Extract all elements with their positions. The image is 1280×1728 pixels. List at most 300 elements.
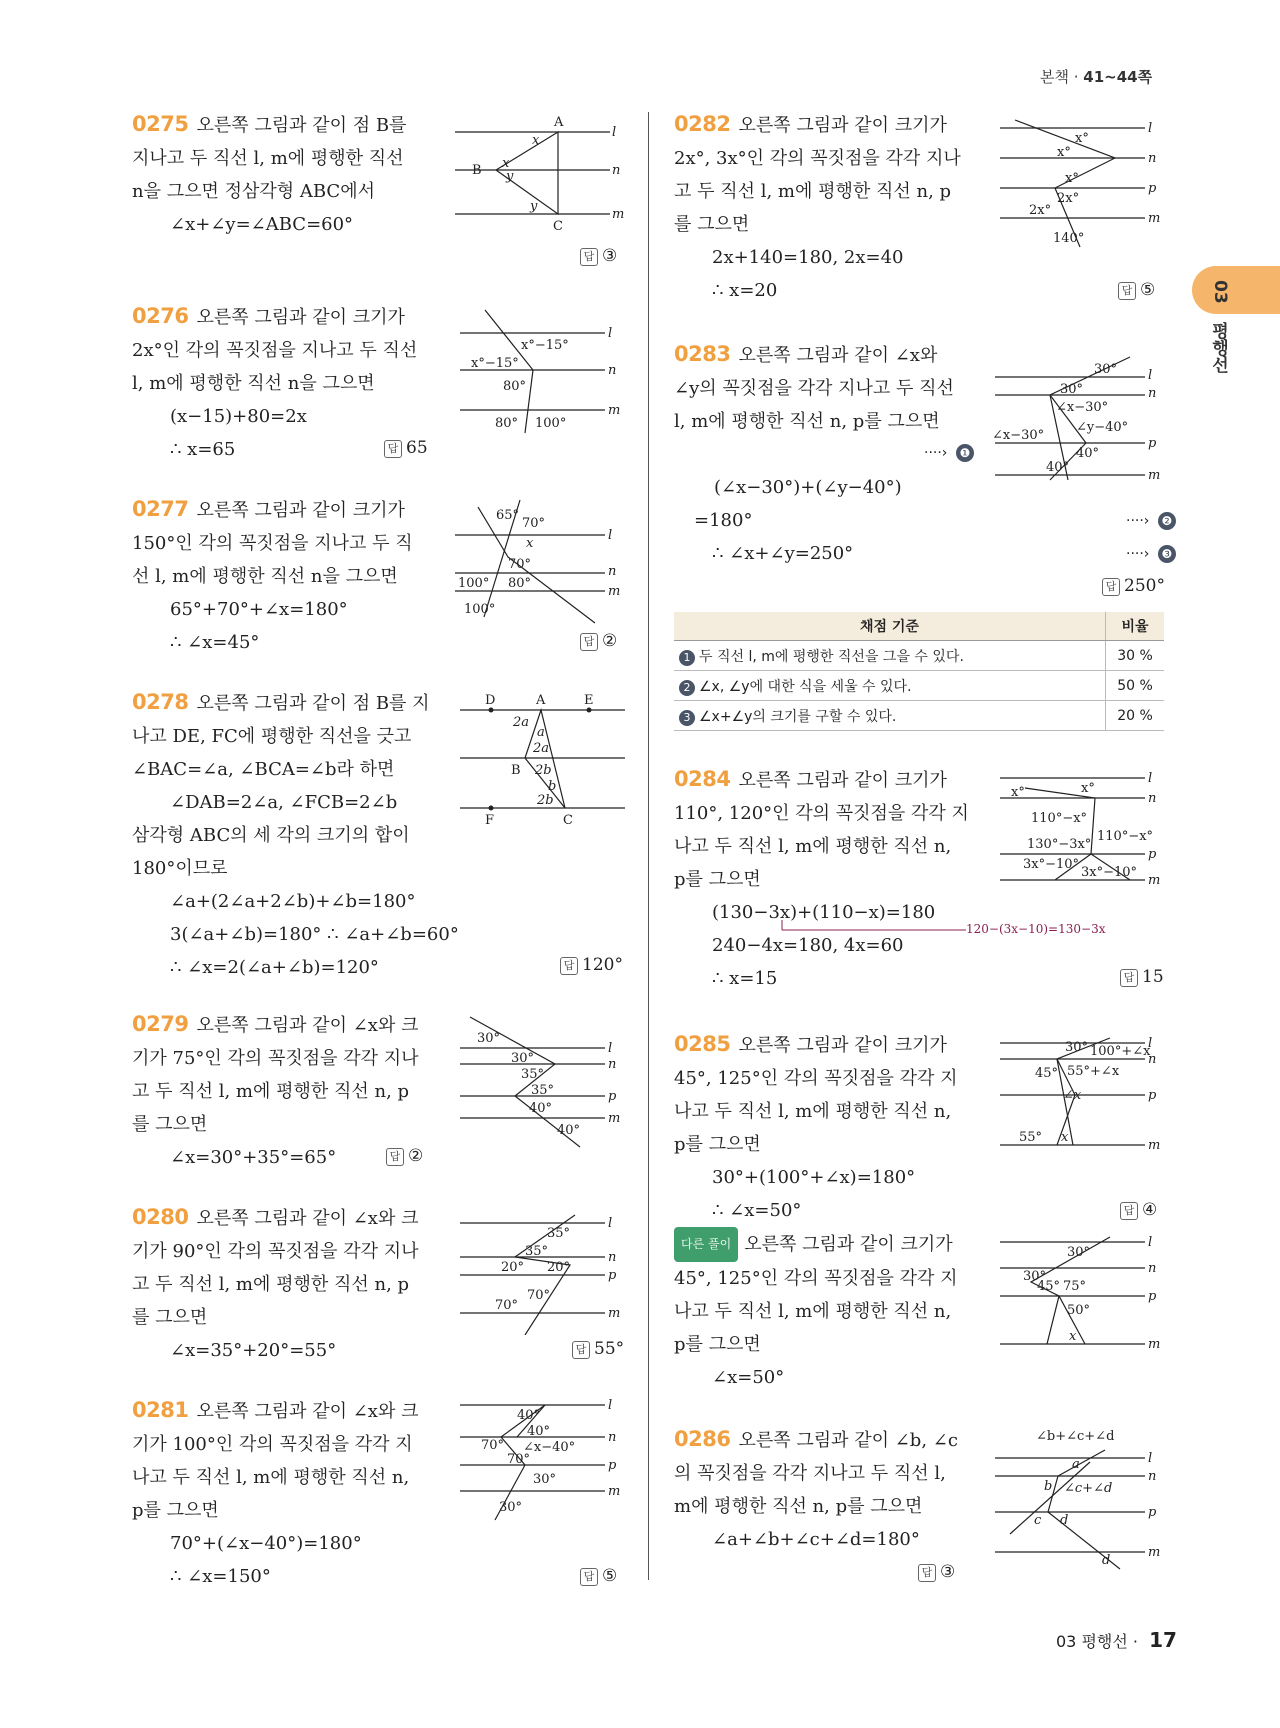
label-l: l xyxy=(1148,1451,1153,1466)
annotation-note: 120−(3x−10)=130−3x xyxy=(966,922,1106,936)
label-p: p xyxy=(608,1089,617,1104)
label-angle: 100° xyxy=(458,576,490,591)
text-line: 오른쪽 그림과 같이 크기가 xyxy=(196,307,405,328)
problem-0285 xyxy=(674,1028,957,1394)
label-angle: 100° xyxy=(464,602,496,617)
label-angle: 70° xyxy=(508,557,532,572)
label-x: x xyxy=(1069,1329,1077,1344)
label-m: m xyxy=(608,584,621,599)
problem-number: 0278 xyxy=(132,690,189,714)
row-number: 2 xyxy=(679,680,695,696)
problem-number: 0281 xyxy=(132,1398,189,1422)
step-number: ❷ xyxy=(1158,512,1176,530)
solution-step: ∴ x=65 xyxy=(170,439,236,460)
label-l: l xyxy=(1148,121,1153,136)
figure-0286 xyxy=(990,1424,1175,1574)
label-angle: 20° xyxy=(547,1260,571,1275)
label-d: d xyxy=(1060,1513,1069,1528)
problem-number: 0280 xyxy=(132,1205,189,1229)
label-b: b xyxy=(1044,1479,1053,1494)
figure-0283 xyxy=(990,355,1170,485)
answer-0279 xyxy=(386,1146,423,1166)
label-l: l xyxy=(612,125,617,140)
label-angle: 30° xyxy=(511,1051,535,1066)
label-m: m xyxy=(1148,211,1161,226)
page-footer: 03 평행선 · 17 xyxy=(1056,1628,1177,1652)
label-l: l xyxy=(608,1398,613,1413)
text-line: 오른쪽 그림과 같이 크기가 xyxy=(738,115,947,136)
book-label: 본책 xyxy=(1040,68,1069,86)
answer-mark: 답 xyxy=(386,1148,404,1166)
text-line: 기가 75°인 각의 꼭짓점을 각각 지나 xyxy=(132,1048,419,1069)
label-m: m xyxy=(608,1484,621,1499)
page-reference: 본책 · 41~44쪽 xyxy=(1040,68,1153,86)
label-m: m xyxy=(612,207,625,222)
label-angle: 110°−x° xyxy=(1097,829,1154,844)
label-angle: 3x°−10° xyxy=(1081,865,1138,880)
answer-mark: 답 xyxy=(580,633,598,651)
table-row xyxy=(674,641,1164,671)
label-angle: 30° xyxy=(1023,1269,1047,1284)
label-y: y xyxy=(506,169,514,184)
text-line: p를 그으면 xyxy=(674,1334,761,1355)
text-line: 기가 90°인 각의 꼭짓점을 각각 지나 xyxy=(132,1241,419,1262)
solution-step: ∴ ∠x=2(∠a+∠b)=120° xyxy=(170,957,379,978)
answer-value: ③ xyxy=(602,246,618,266)
answer-value: 15 xyxy=(1142,967,1164,987)
solution-step: 65°+70°+∠x=180° xyxy=(170,599,348,620)
label-p: p xyxy=(1148,181,1157,196)
step-number: ❶ xyxy=(956,444,974,462)
text-line: 나고 두 직선 l, m에 평행한 직선 n, xyxy=(674,1301,952,1322)
grading-header-criteria: 채점 기준 xyxy=(674,612,1106,641)
text-line: 오른쪽 그림과 같이 점 B를 xyxy=(196,115,407,136)
label-angle: ∠x xyxy=(1063,1088,1082,1103)
solution-step: ∠a+(2∠a+2∠b)+∠b=180° xyxy=(170,891,416,912)
text-line: 2x°, 3x°인 각의 꼭짓점을 각각 지나 xyxy=(674,148,961,169)
answer-mark: 답 xyxy=(1120,1202,1138,1220)
label-angle: 30° xyxy=(1060,382,1084,397)
figure-0279 xyxy=(455,1012,630,1152)
label-l: l xyxy=(608,1041,613,1056)
problem-0286 xyxy=(674,1423,958,1556)
solution-step: 3(∠a+∠b)=180° ∴ ∠a+∠b=60° xyxy=(170,924,459,945)
label-a: A xyxy=(554,115,564,130)
figure-0278 xyxy=(455,690,635,830)
solution-step: ∴ ∠x=50° xyxy=(712,1200,802,1221)
figure-0285-alt xyxy=(995,1232,1175,1362)
label-angle: 35° xyxy=(521,1067,545,1082)
label-c: c xyxy=(1034,1513,1042,1528)
label-l: l xyxy=(1148,771,1153,786)
page-number: 17 xyxy=(1149,1628,1177,1652)
label-angle: 70° xyxy=(507,1452,531,1467)
figure-0280 xyxy=(455,1205,630,1335)
answer-0277 xyxy=(580,631,617,651)
answer-mark: 답 xyxy=(1120,969,1138,987)
figure-0281 xyxy=(455,1395,630,1525)
label-angle: 40° xyxy=(529,1101,553,1116)
label-angle: 35° xyxy=(547,1226,571,1241)
text-line: 오른쪽 그림과 같이 점 B를 지 xyxy=(196,693,430,714)
label-angle: 100°+∠x xyxy=(1090,1044,1151,1059)
problem-number: 0283 xyxy=(674,342,731,366)
label-angle: x° xyxy=(1081,781,1095,796)
label-m: m xyxy=(1148,1545,1161,1560)
column-divider xyxy=(648,112,649,1580)
step-marker-2: ····› ❷ xyxy=(1126,512,1176,530)
row-ratio: 20 % xyxy=(1106,701,1165,731)
text-line: l, m에 평행한 직선 n을 그으면 xyxy=(132,373,375,394)
problem-number: 0275 xyxy=(132,112,189,136)
answer-0282 xyxy=(1118,280,1155,300)
answer-value: ④ xyxy=(1142,1200,1158,1220)
problem-number: 0284 xyxy=(674,767,731,791)
text-line: 오른쪽 그림과 같이 ∠x와 크 xyxy=(196,1401,419,1422)
answer-value: ② xyxy=(602,631,618,651)
label-2b: 2b xyxy=(535,763,552,778)
label-b: B xyxy=(511,763,521,778)
label-angle: 35° xyxy=(531,1083,555,1098)
solution-step: (130−3x)+(110−x)=180 xyxy=(712,902,936,923)
answer-mark: 답 xyxy=(384,440,402,458)
text-line: 나고 두 직선 l, m에 평행한 직선 n, xyxy=(674,1101,952,1122)
label-f: F xyxy=(485,813,495,828)
label-b: b xyxy=(548,779,557,794)
label-p: p xyxy=(1148,1088,1157,1103)
chapter-tab[interactable] xyxy=(1192,266,1280,314)
label-angle: 80° xyxy=(503,379,527,394)
label-angle: 45° xyxy=(1037,1279,1061,1294)
footer-chapter: 03 평행선 xyxy=(1056,1632,1128,1651)
label-a: A xyxy=(536,693,546,708)
problem-0280 xyxy=(132,1201,419,1367)
solution-step: ∴ ∠x=45° xyxy=(170,632,260,653)
problem-number: 0277 xyxy=(132,497,189,521)
label-n: n xyxy=(608,1430,617,1445)
label-n: n xyxy=(612,163,621,178)
label-angle: ∠y−40° xyxy=(1076,420,1129,435)
label-angle: 30° xyxy=(533,1472,557,1487)
problem-number: 0285 xyxy=(674,1032,731,1056)
text-line: 오른쪽 그림과 같이 크기가 xyxy=(196,500,405,521)
label-l: l xyxy=(1148,1036,1153,1051)
solution-step: ∴ ∠x+∠y=250° xyxy=(712,543,854,564)
text-line: 오른쪽 그림과 같이 ∠x와 크 xyxy=(196,1015,419,1036)
label-angle: x° xyxy=(1011,785,1025,800)
label-x: x xyxy=(532,133,540,148)
label-p: p xyxy=(1148,436,1157,451)
label-angle: ∠c+∠d xyxy=(1064,1481,1113,1496)
text-line: p를 그으면 xyxy=(674,869,761,890)
label-d: d xyxy=(1102,1553,1111,1568)
label-angle: 70° xyxy=(527,1288,551,1303)
solution-step: ∠x+∠y=∠ABC=60° xyxy=(170,214,354,235)
text-line: 를 그으면 xyxy=(132,1307,208,1328)
text-line: l, m에 평행한 직선 n, p를 그으면 xyxy=(674,411,940,432)
text-line: 오른쪽 그림과 같이 크기가 xyxy=(738,770,947,791)
text-line: 2x°인 각의 꼭짓점을 지나고 두 직선 xyxy=(132,340,418,361)
label-l: l xyxy=(608,1216,613,1231)
row-number: 3 xyxy=(679,710,695,726)
problem-0276 xyxy=(132,300,417,466)
solution-step: 240−4x=180, 4x=60 xyxy=(712,935,904,956)
text-line: 나고 두 직선 l, m에 평행한 직선 n, xyxy=(132,1467,410,1488)
solution-step: ∠x=30°+35°=65° xyxy=(170,1147,337,1168)
text-line: 오른쪽 그림과 같이 크기가 xyxy=(744,1234,953,1255)
answer-0276 xyxy=(384,438,428,458)
label-angle: 80° xyxy=(508,576,532,591)
solution-step: ∴ ∠x=150° xyxy=(170,1566,271,1587)
figure-0285 xyxy=(995,1033,1175,1163)
text-line: 오른쪽 그림과 같이 크기가 xyxy=(738,1035,947,1056)
label-angle: 30° xyxy=(499,1500,523,1515)
label-angle: x° xyxy=(1065,171,1079,186)
label-angle: 65° xyxy=(496,508,520,523)
label-angle: 70° xyxy=(495,1298,519,1313)
label-angle: 20° xyxy=(501,1260,525,1275)
answer-value: 120° xyxy=(582,955,623,975)
problem-0282 xyxy=(674,108,961,307)
text-line: ∠y의 꼭짓점을 각각 지나고 두 직선 xyxy=(674,378,954,399)
label-n: n xyxy=(608,1057,617,1072)
problem-number: 0276 xyxy=(132,304,189,328)
answer-0285 xyxy=(1120,1200,1157,1220)
label-2a: 2a xyxy=(513,715,530,730)
label-angle: 40° xyxy=(527,1424,551,1439)
row-ratio: 30 % xyxy=(1106,641,1165,671)
solution-step: 70°+(∠x−40°)=180° xyxy=(170,1533,362,1554)
label-m: m xyxy=(1148,873,1161,888)
row-criteria: 두 직선 l, m에 평행한 직선을 그을 수 있다. xyxy=(699,648,964,665)
answer-0281 xyxy=(580,1566,617,1586)
answer-mark: 답 xyxy=(918,1564,936,1582)
answer-mark: 답 xyxy=(560,957,578,975)
label-angle: 55°+∠x xyxy=(1067,1064,1120,1079)
label-a: a xyxy=(537,725,545,740)
label-2b: 2b xyxy=(537,793,554,808)
problem-0279 xyxy=(132,1008,419,1174)
label-angle: 40° xyxy=(517,1408,541,1423)
label-angle: 30° xyxy=(477,1031,501,1046)
solution-step: (x−15)+80=2x xyxy=(170,406,307,427)
label-n: n xyxy=(1148,791,1157,806)
label-n: n xyxy=(1148,386,1157,401)
figure-0282 xyxy=(995,112,1170,252)
label-angle: 2x° xyxy=(1029,203,1052,218)
label-angle: 70° xyxy=(522,516,546,531)
solution-step: ∠x=50° xyxy=(712,1367,785,1388)
label-m: m xyxy=(1148,468,1161,483)
label-angle: 45° xyxy=(1035,1066,1059,1081)
label-2a: 2a xyxy=(533,741,550,756)
solution-step: =180° xyxy=(694,510,753,531)
label-n: n xyxy=(608,1250,617,1265)
answer-value: ⑤ xyxy=(602,1566,618,1586)
answer-0275 xyxy=(580,246,617,266)
answer-0280 xyxy=(572,1339,624,1359)
answer-value: 65 xyxy=(406,438,428,458)
label-l: l xyxy=(608,528,613,543)
label-e: E xyxy=(584,693,594,708)
label-c: C xyxy=(563,813,573,828)
solution-step: ∠DAB=2∠a, ∠FCB=2∠b xyxy=(170,792,398,813)
alternative-solution-tag: 다른 풀이 xyxy=(674,1227,738,1262)
label-m: m xyxy=(608,1111,621,1126)
answer-0283 xyxy=(1102,576,1165,596)
label-angle: 40° xyxy=(1046,460,1070,475)
annotation-connector xyxy=(700,910,970,940)
answer-value: ⑤ xyxy=(1140,280,1156,300)
label-angle: 110°−x° xyxy=(1031,811,1088,826)
table-row xyxy=(674,671,1164,701)
text-line: ∠BAC=∠a, ∠BCA=∠b라 하면 xyxy=(132,759,395,780)
text-line: 선 l, m에 평행한 직선 n을 그으면 xyxy=(132,566,398,587)
label-n: n xyxy=(1148,1261,1157,1276)
text-line: 45°, 125°인 각의 꼭짓점을 각각 지 xyxy=(674,1068,958,1089)
label-x: x xyxy=(526,536,534,551)
answer-0278 xyxy=(560,955,623,975)
text-line: 를 그으면 xyxy=(132,1114,208,1135)
answer-value: 55° xyxy=(594,1339,625,1359)
label-angle: 40° xyxy=(557,1123,581,1138)
label-x: x xyxy=(502,156,510,171)
row-ratio: 50 % xyxy=(1106,671,1165,701)
problem-0278 xyxy=(132,686,459,984)
label-angle: ∠x−30° xyxy=(992,428,1045,443)
text-line: 지나고 두 직선 l, m에 평행한 직선 xyxy=(132,148,404,169)
text-line: 고 두 직선 l, m에 평행한 직선 n, p xyxy=(132,1081,410,1102)
label-n: n xyxy=(608,363,617,378)
text-line: 고 두 직선 l, m에 평행한 직선 n, p xyxy=(132,1274,410,1295)
label-m: m xyxy=(1148,1138,1161,1153)
answer-mark: 답 xyxy=(1102,578,1120,596)
answer-0284 xyxy=(1120,967,1164,987)
label-n: n xyxy=(608,564,617,579)
label-angle: 35° xyxy=(525,1244,549,1259)
figure-0275 xyxy=(450,112,625,232)
solution-step: ∠a+∠b+∠c+∠d=180° xyxy=(712,1529,920,1550)
solution-step: (∠x−30°)+(∠y−40°) xyxy=(714,477,902,498)
problem-0283 xyxy=(674,338,954,570)
label-angle: 55° xyxy=(1019,1130,1043,1145)
text-line: p를 그으면 xyxy=(674,1134,761,1155)
text-line: 180°이므로 xyxy=(132,858,228,879)
label-angle: 100° xyxy=(535,416,567,431)
step-number: ❸ xyxy=(1158,545,1176,563)
grading-table xyxy=(674,612,1164,731)
label-angle: 130°−3x° xyxy=(1027,837,1092,852)
answer-mark: 답 xyxy=(580,1568,598,1586)
label-angle: 2x° xyxy=(1057,191,1080,206)
label-angle: x° xyxy=(1057,145,1071,160)
label-angle: x°−15° xyxy=(521,338,569,353)
text-line: 오른쪽 그림과 같이 ∠x와 xyxy=(738,345,938,366)
text-line: 오른쪽 그림과 같이 ∠b, ∠c xyxy=(738,1430,958,1451)
problem-0284 xyxy=(674,763,969,995)
solution-step: 2x+140=180, 2x=40 xyxy=(712,247,904,268)
label-x: x xyxy=(1061,1130,1069,1145)
answer-value: 250° xyxy=(1124,576,1165,596)
label-b: B xyxy=(472,163,482,178)
label-m: m xyxy=(608,1306,621,1321)
chapter-number: 03 xyxy=(1210,280,1230,304)
label-m: m xyxy=(1148,1337,1161,1352)
label-angle: 40° xyxy=(1076,446,1100,461)
row-criteria: ∠x, ∠y에 대한 식을 세울 수 있다. xyxy=(699,678,912,695)
label-l: l xyxy=(1148,1235,1153,1250)
label-n: n xyxy=(1148,1052,1157,1067)
label-angle: 30° xyxy=(1094,362,1118,377)
text-line: 의 꼭짓점을 각각 지나고 두 직선 l, xyxy=(674,1463,946,1484)
answer-0286 xyxy=(918,1562,955,1582)
text-line: n을 그으면 정삼각형 ABC에서 xyxy=(132,181,375,202)
text-line: 삼각형 ABC의 세 각의 크기의 합이 xyxy=(132,825,410,846)
solution-step: ∴ x=20 xyxy=(712,280,778,301)
figure-0276 xyxy=(455,305,630,435)
label-p: p xyxy=(608,1458,617,1473)
solution-step: ∠x=35°+20°=55° xyxy=(170,1340,337,1361)
label-angle: ∠b+∠c+∠d xyxy=(1036,1429,1115,1444)
label-angle: 3x°−10° xyxy=(1023,857,1080,872)
label-angle: 30° xyxy=(1065,1040,1089,1055)
label-angle: x°−15° xyxy=(471,356,519,371)
label-n: n xyxy=(1148,1469,1157,1484)
label-angle: 30° xyxy=(1067,1245,1091,1260)
problem-0281 xyxy=(132,1394,418,1593)
answer-mark: 답 xyxy=(572,1341,590,1359)
answer-value: ③ xyxy=(940,1562,956,1582)
problem-number: 0286 xyxy=(674,1427,731,1451)
text-line: 45°, 125°인 각의 꼭짓점을 각각 지 xyxy=(674,1268,958,1289)
problem-0277 xyxy=(132,493,413,659)
text-line: 나고 DE, FC에 평행한 직선을 긋고 xyxy=(132,726,412,747)
label-p: p xyxy=(1148,847,1157,862)
label-angle: 50° xyxy=(1067,1303,1091,1318)
label-p: p xyxy=(1148,1289,1157,1304)
label-angle: x° xyxy=(1075,131,1089,146)
label-c: C xyxy=(553,219,563,232)
step-marker-3: ····› ❸ xyxy=(1126,545,1176,563)
chapter-title: 평행선 xyxy=(1208,322,1228,373)
answer-value: ② xyxy=(408,1146,424,1166)
label-angle: 70° xyxy=(481,1438,505,1453)
answer-mark: 답 xyxy=(580,248,598,266)
label-d: D xyxy=(485,693,496,708)
label-l: l xyxy=(608,326,613,341)
answer-mark: 답 xyxy=(1118,282,1136,300)
label-y: y xyxy=(530,199,538,214)
text-line: 나고 두 직선 l, m에 평행한 직선 n, xyxy=(674,836,952,857)
label-p: p xyxy=(1148,1505,1157,1520)
text-line: 110°, 120°인 각의 꼭짓점을 각각 지 xyxy=(674,803,969,824)
problem-number: 0279 xyxy=(132,1012,189,1036)
label-l: l xyxy=(1148,368,1153,383)
row-criteria: ∠x+∠y의 크기를 구할 수 있다. xyxy=(699,708,897,725)
text-line: m에 평행한 직선 n, p를 그으면 xyxy=(674,1496,923,1517)
label-a: a xyxy=(1072,1457,1080,1472)
label-angle: ∠x−30° xyxy=(1056,400,1109,415)
text-line: 150°인 각의 꼭짓점을 지나고 두 직 xyxy=(132,533,413,554)
label-angle: ∠x−40° xyxy=(523,1440,576,1455)
figure-0284 xyxy=(995,768,1170,898)
label-p: p xyxy=(608,1268,617,1283)
grading-header-ratio: 비율 xyxy=(1106,612,1165,641)
label-angle: 80° xyxy=(495,416,519,431)
page-range: 41~44쪽 xyxy=(1083,68,1153,86)
text-line: 를 그으면 xyxy=(674,214,750,235)
problem-number: 0282 xyxy=(674,112,731,136)
